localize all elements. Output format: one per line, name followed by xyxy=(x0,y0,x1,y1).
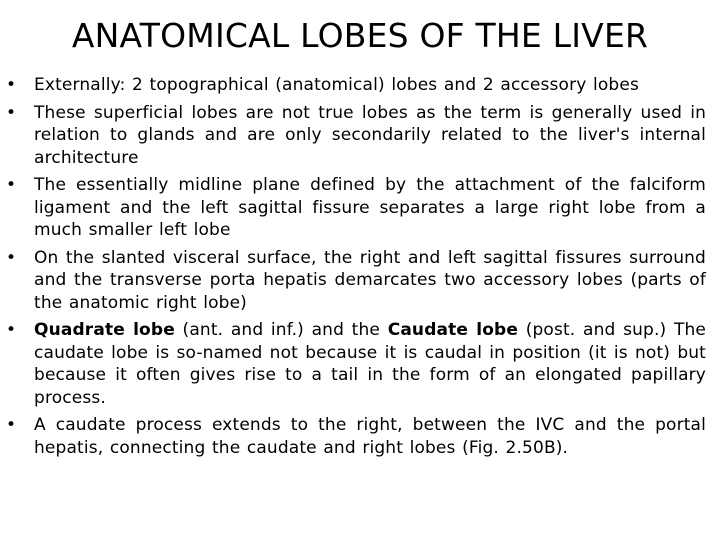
bullet-item xyxy=(0,319,720,409)
bullet-item xyxy=(0,247,720,315)
bullet-text-part: (ant. and inf.) and the xyxy=(174,320,388,340)
bullet-marker: • xyxy=(6,320,17,340)
bullet-text: On the slanted visceral surface, the right and left sagittal fissures surround and the transverse porta hepatis demarcates two accessory lobes (parts of the anatomic right lobe) xyxy=(34,247,706,313)
bullet-item xyxy=(0,102,720,170)
bullet-item xyxy=(0,414,720,459)
bullet-text: Externally: 2 topographical (anatomical) lobes and 2 accessory lobes xyxy=(34,75,639,95)
bullet-list xyxy=(0,74,720,464)
bullet-marker: • xyxy=(6,247,17,268)
bullet-marker: • xyxy=(6,102,17,123)
bullet-marker: • xyxy=(6,75,17,95)
bullet-marker: • xyxy=(6,415,17,435)
bullet-text: A caudate process extends to the right, between the IVC and the portal hepatis, connecting the caudate and right lobes (Fig. 2.50B). xyxy=(34,415,706,458)
slide-title: ANATOMICAL LOBES OF THE LIVER xyxy=(71,16,649,55)
bullet-item xyxy=(0,174,720,242)
bullet-text xyxy=(34,319,706,409)
bullet-item xyxy=(0,74,720,97)
bullet-text: The essentially midline plane defined by the attachment of the falciform ligament and the left sagittal fissure separates a large right lobe from a much smaller left lobe xyxy=(34,175,706,240)
bullet-marker: • xyxy=(6,175,17,195)
quadrate-lobe-term: Quadrate lobe xyxy=(34,320,175,340)
bullet-text: These superficial lobes are not true lobes as the term is generally used in relation to glands and are only secondarily related to the liver's internal architecture xyxy=(34,102,706,168)
bullet-text-part: (post. and sup.) The caudate lobe is so-named not because it is caudal in position (it is not) but because it often gives rise to a tail in the form of an elongated papillary process. xyxy=(34,320,707,408)
caudate-lobe-term: Caudate lobe xyxy=(387,320,519,340)
